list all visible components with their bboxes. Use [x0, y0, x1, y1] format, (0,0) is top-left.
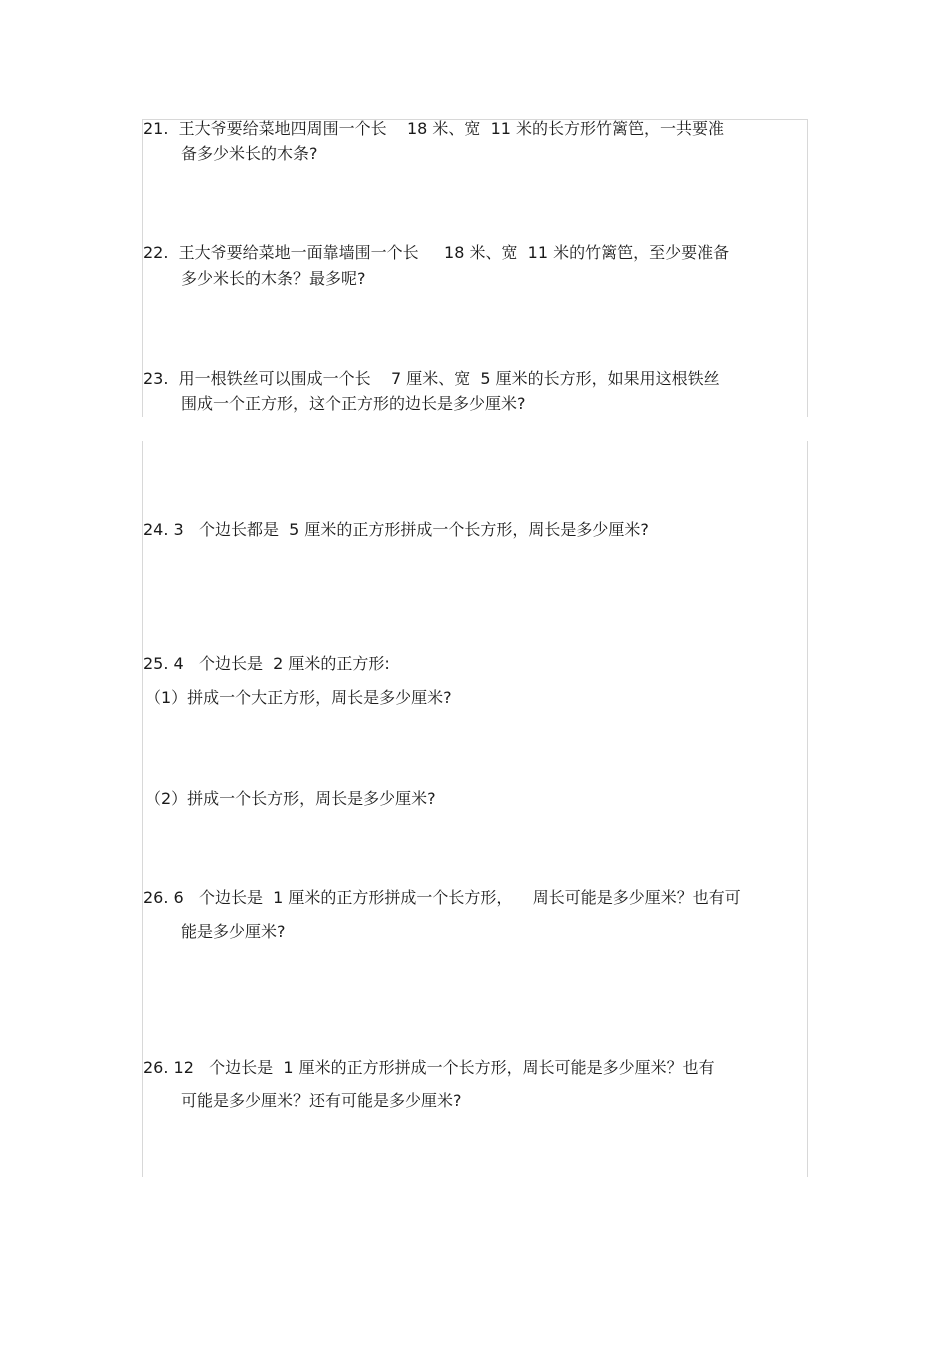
question-25-line1: 25. 4 个边长是 2 厘米的正方形:	[143, 654, 390, 673]
question-22-line2: 多少米长的木条？最多呢?	[181, 269, 366, 288]
question-26a-line2: 能是多少厘米?	[181, 922, 286, 941]
question-25-sub1: （1）拼成一个大正方形，周长是多少厘米?	[145, 688, 452, 707]
question-23-line1: 23. 用一根铁丝可以围成一个长 7 厘米、宽 5 厘米的长方形，如果用这根铁丝	[143, 369, 720, 388]
question-21-line1: 21. 王大爷要给菜地四周围一个长 18 米、宽 11 米的长方形竹篱笆，一共要准	[143, 119, 725, 138]
question-26b-line1: 26. 12 个边长是 1 厘米的正方形拼成一个长方形，周长可能是多少厘米？也有	[143, 1058, 715, 1077]
question-21-line2: 备多少米长的木条?	[181, 144, 318, 163]
question-22-line1: 22. 王大爷要给菜地一面靠墙围一个长 18 米、宽 11 米的竹篱笆，至少要准备	[143, 243, 730, 262]
question-26b-line2: 可能是多少厘米？还有可能是多少厘米?	[181, 1091, 462, 1110]
question-24-line1: 24. 3 个边长都是 5 厘米的正方形拼成一个长方形，周长是多少厘米?	[143, 520, 649, 539]
question-23-line2: 围成一个正方形，这个正方形的边长是多少厘米?	[181, 394, 526, 413]
question-25-sub2: （2）拼成一个长方形，周长是多少厘米?	[145, 789, 436, 808]
question-26a-line1: 26. 6 个边长是 1 厘米的正方形拼成一个长方形， 周长可能是多少厘米？也有可	[143, 888, 741, 907]
